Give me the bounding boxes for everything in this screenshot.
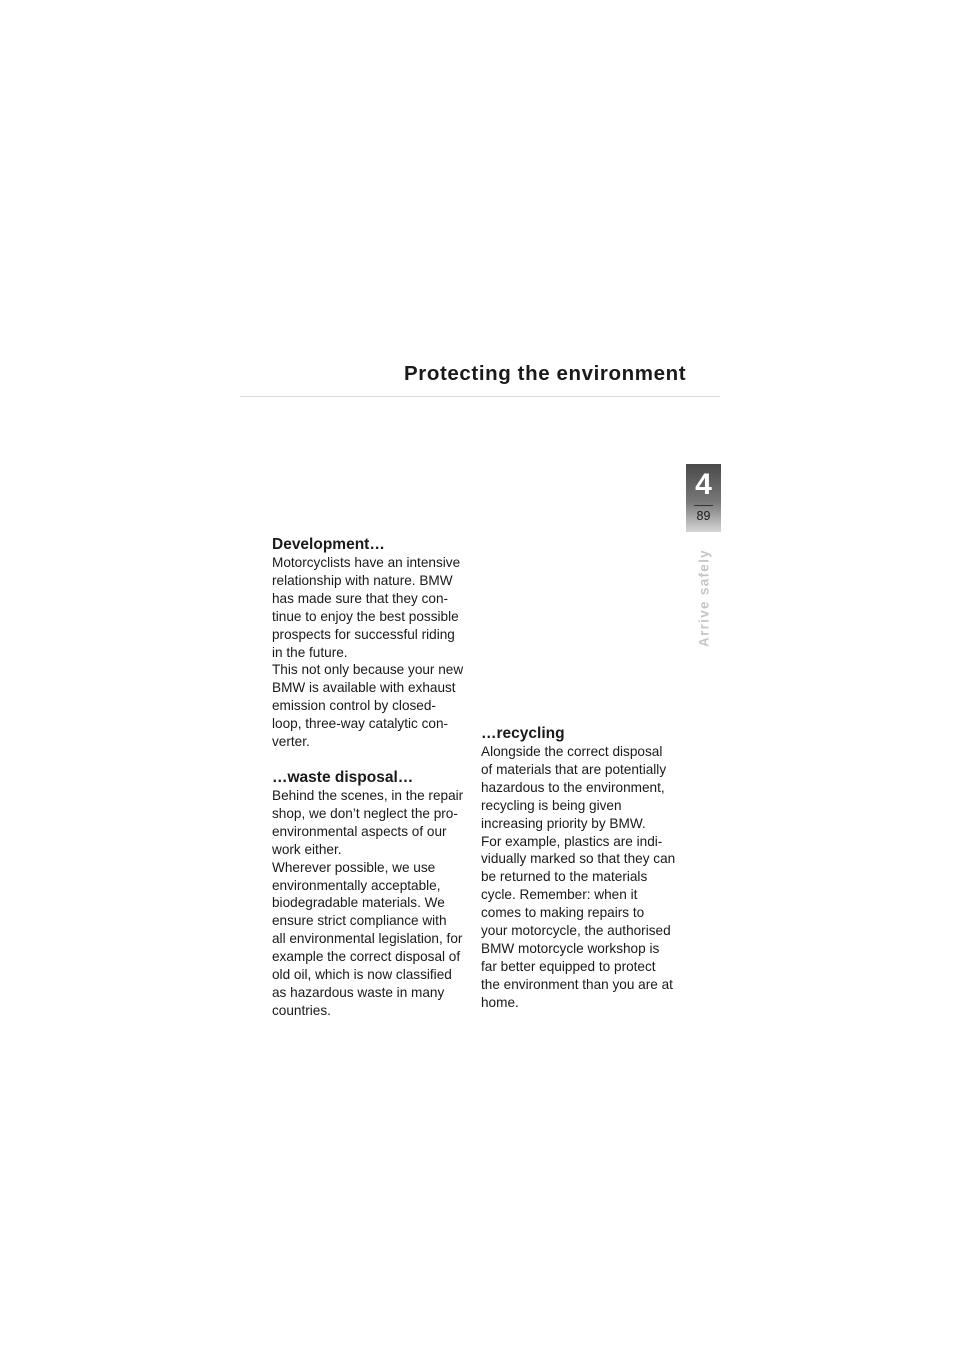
paragraph: Wherever possible, we use environmentally acceptable, biodegradable materials. We ensure strict compliance with all environmental legislation, for example the correct disposal of old oil, which is now classified as hazardous waste in many countries. — [272, 859, 463, 1018]
paragraph: For example, plastics are indi- vidually marked so that they can be returned to the materials cycle. Remember: when it comes to making repairs to your motorcycle, the authorised BMW motorcycle workshop is far better equipped to protect the environment than you are at home. — [481, 833, 676, 1010]
paragraph: Motorcyclists have an intensive relationship with nature. BMW has made sure that they con- tinue to enjoy the best possible prospects for successful riding in the future. — [272, 555, 461, 660]
section-gap — [272, 751, 482, 769]
chapter-tab-divider — [694, 505, 713, 506]
title-divider — [240, 396, 720, 397]
paragraph: Behind the scenes, in the repair shop, we don’t neglect the pro- environmental aspects of our work either. — [272, 787, 464, 857]
paragraph: This not only because your new BMW is available with exhaust emission control by closed- loop, three-way catalytic con- verter. — [272, 662, 464, 750]
left-column — [272, 536, 482, 1020]
chapter-tab — [686, 464, 721, 532]
page-title: Protecting the environment — [404, 362, 687, 385]
section-heading-waste-disposal: …waste disposal… — [272, 768, 414, 786]
section-heading-recycling: …recycling — [481, 725, 565, 742]
section-heading-development: Development… — [272, 536, 385, 553]
paragraph: Alongside the correct disposal of materials that are potentially hazardous to the environment, recycling is being given increasing priority by BMW. — [481, 744, 667, 831]
section-development — [272, 536, 482, 751]
chapter-label-text: Arrive safely — [696, 549, 712, 647]
right-column — [481, 725, 691, 1012]
chapter-number: 4 — [695, 468, 712, 501]
section-waste-disposal — [272, 769, 482, 1020]
section-recycling — [481, 725, 691, 1012]
page-number: 89 — [696, 509, 711, 523]
